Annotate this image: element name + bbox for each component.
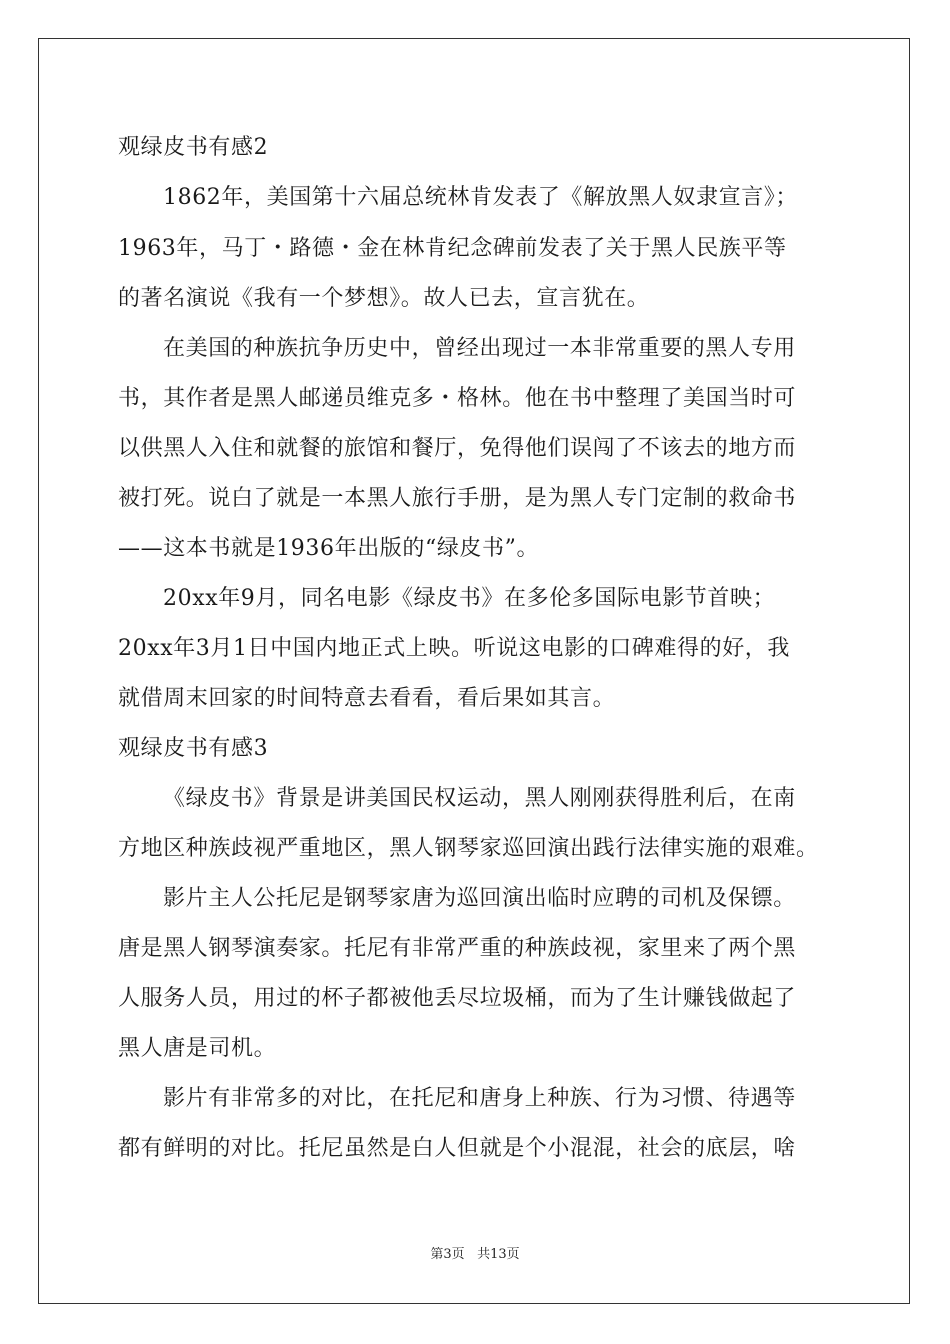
text-line: 影片有非常多的对比，在托尼和唐身上种族、行为习惯、待遇等: [163, 1086, 796, 1111]
text-line: 黑人唐是司机。: [118, 1036, 277, 1061]
text-line: 影片主人公托尼是钢琴家唐为巡回演出临时应聘的司机及保镖。: [163, 886, 796, 911]
text-line: 1963年，马丁・路德・金在林肯纪念碑前发表了关于黑人民族平等: [118, 236, 787, 261]
text-line: 的著名演说《我有一个梦想》。故人已去，宣言犹在。: [118, 286, 650, 311]
page-footer: [0, 1246, 950, 1264]
text-line: 方地区种族歧视严重地区，黑人钢琴家巡回演出践行法律实施的艰难。: [118, 836, 819, 861]
text-line: 以供黑人入住和就餐的旅馆和餐厅，免得他们误闯了不该去的地方而: [118, 436, 797, 461]
text-line: 都有鲜明的对比。托尼虽然是白人但就是个小混混，社会的底层，啥: [118, 1136, 797, 1161]
text-line: 1862年，美国第十六届总统林肯发表了《解放黑人奴隶宣言》；: [163, 185, 798, 210]
text-line: 20xx年9月，同名电影《绿皮书》在多伦多国际电影节首映；: [163, 586, 776, 611]
text-line: 就借周末回家的时间特意去看看，看后果如其言。: [118, 686, 616, 711]
page-total: 共13页: [477, 1247, 520, 1262]
text-line: ——这本书就是1936年出版的“绿皮书”。: [118, 536, 540, 561]
section-heading: 观绿皮书有感2: [118, 135, 269, 160]
text-line: 在美国的种族抗争历史中，曾经出现过一本非常重要的黑人专用: [163, 336, 796, 361]
page-number: 第3页: [430, 1247, 465, 1262]
text-line: 《绿皮书》背景是讲美国民权运动，黑人刚刚获得胜利后，在南: [163, 786, 796, 811]
section-heading: 观绿皮书有感3: [118, 736, 269, 761]
text-line: 书，其作者是黑人邮递员维克多・格林。他在书中整理了美国当时可: [118, 386, 797, 411]
text-line: 人服务人员，用过的杯子都被他丢尽垃圾桶，而为了生计赚钱做起了: [118, 986, 797, 1011]
text-line: 唐是黑人钢琴演奏家。托尼有非常严重的种族歧视，家里来了两个黑: [118, 936, 797, 961]
text-line: 20xx年3月1日中国内地正式上映。听说这电影的口碑难得的好，我: [118, 636, 791, 661]
text-line: 被打死。说白了就是一本黑人旅行手册，是为黑人专门定制的救命书: [118, 486, 797, 511]
page-border: [38, 38, 910, 1304]
